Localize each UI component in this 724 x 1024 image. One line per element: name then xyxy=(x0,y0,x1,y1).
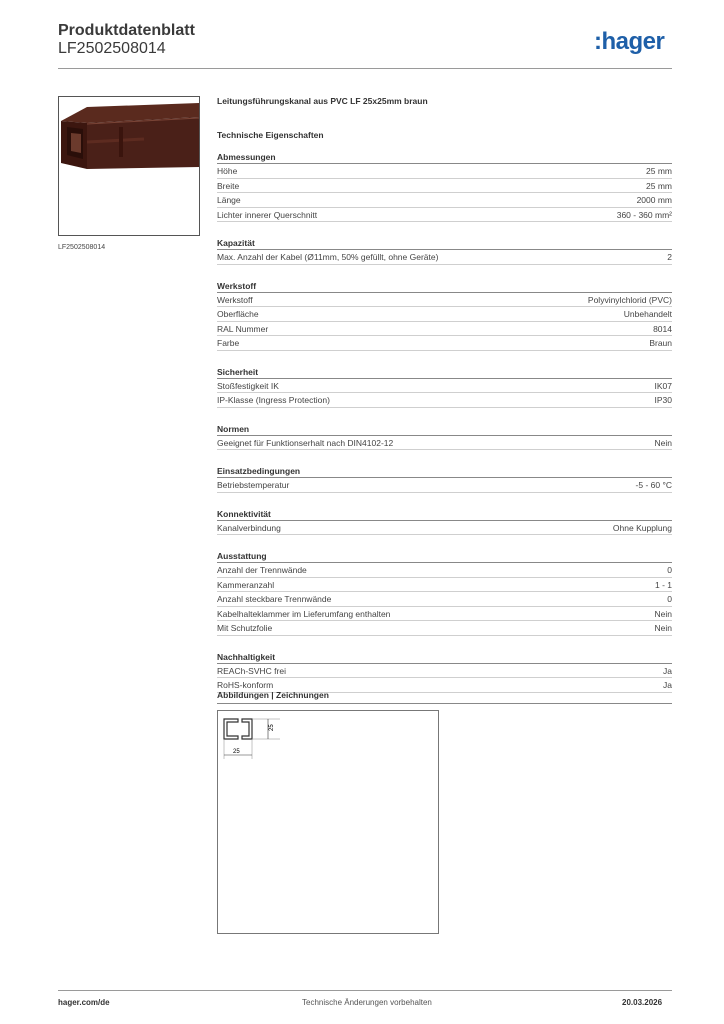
property-value: 25 mm xyxy=(646,180,672,191)
page-title: Produktdatenblatt xyxy=(58,22,195,39)
property-row xyxy=(217,179,672,194)
properties-section xyxy=(217,652,672,693)
property-label: Anzahl der Trennwände xyxy=(217,565,307,575)
property-row xyxy=(217,164,672,179)
property-value: 2 xyxy=(667,252,672,262)
properties-section xyxy=(217,152,672,222)
property-value: 8014 xyxy=(653,323,672,334)
section-title: Kapazität xyxy=(217,238,672,250)
property-value: 2000 mm xyxy=(636,195,672,205)
header-divider xyxy=(58,68,672,69)
property-label: Werkstoff xyxy=(217,294,253,305)
section-title: Sicherheit xyxy=(217,367,672,379)
properties-column xyxy=(217,96,672,693)
properties-section xyxy=(217,367,672,408)
property-value: Nein xyxy=(654,437,672,448)
property-row xyxy=(217,592,672,607)
section-title: Ausstattung xyxy=(217,551,672,563)
property-label: Mit Schutzfolie xyxy=(217,623,273,633)
property-value: 25 mm xyxy=(646,166,672,176)
property-value: 1 - 1 xyxy=(654,579,672,590)
property-value: 0 xyxy=(667,594,672,604)
property-value: Ja xyxy=(663,665,672,676)
property-row xyxy=(217,393,672,408)
technical-drawing xyxy=(217,710,439,934)
property-label: IP-Klasse (Ingress Protection) xyxy=(217,395,330,405)
footer-website-link[interactable]: hager.com/de xyxy=(58,998,110,1007)
property-value: Polyvinylchlorid (PVC) xyxy=(587,294,672,305)
property-value: Braun xyxy=(649,338,672,348)
property-value: Unbehandelt xyxy=(623,309,672,319)
properties-section xyxy=(217,509,672,536)
properties-section xyxy=(217,466,672,493)
section-title: Normen xyxy=(217,424,672,436)
property-label: Max. Anzahl der Kabel (Ø11mm, 50% gefüllt, ohne Geräte) xyxy=(217,252,439,262)
property-value: Nein xyxy=(654,608,672,619)
drawing-height-label: 25 xyxy=(269,724,275,731)
section-title: Einsatzbedingungen xyxy=(217,466,672,478)
property-label: Oberfläche xyxy=(217,309,259,319)
properties-section xyxy=(217,238,672,265)
property-row xyxy=(217,563,672,578)
properties-section xyxy=(217,281,672,351)
hager-logo: :hager xyxy=(594,28,665,55)
section-title: Werkstoff xyxy=(217,281,672,293)
section-title: Nachhaltigkeit xyxy=(217,652,672,664)
property-label: Breite xyxy=(217,180,240,191)
section-title: Konnektivität xyxy=(217,509,672,521)
footer-date: 20.03.2026 xyxy=(622,998,663,1007)
image-caption: LF2502508014 xyxy=(58,244,106,251)
property-row xyxy=(217,607,672,622)
product-number: LF2502508014 xyxy=(58,40,166,57)
product-description: Leitungsführungskanal aus PVC LF 25x25mm braun xyxy=(217,96,428,106)
property-label: Geeignet für Funktionserhalt nach DIN4102-12 xyxy=(217,437,394,448)
property-label: RoHS-konform xyxy=(217,680,274,690)
property-value: -5 - 60 °C xyxy=(635,480,672,490)
footer-divider xyxy=(58,990,672,991)
property-label: RAL Nummer xyxy=(217,323,269,334)
property-row xyxy=(217,379,672,394)
property-row xyxy=(217,521,672,536)
section-title: Abmessungen xyxy=(217,152,672,164)
property-row xyxy=(217,322,672,337)
property-value: Nein xyxy=(654,623,672,633)
drawings-heading: Abbildungen | Zeichnungen xyxy=(217,690,329,700)
property-label: Anzahl steckbare Trennwände xyxy=(217,594,332,604)
property-row xyxy=(217,193,672,208)
property-row xyxy=(217,208,672,223)
property-row xyxy=(217,664,672,679)
property-label: Kanalverbindung xyxy=(217,522,281,533)
property-row xyxy=(217,250,672,265)
properties-section xyxy=(217,424,672,451)
property-label: Höhe xyxy=(217,166,238,176)
property-label: Betriebstemperatur xyxy=(217,480,290,490)
property-label: Farbe xyxy=(217,338,240,348)
property-value: Ja xyxy=(663,680,672,690)
property-label: REACh-SVHC frei xyxy=(217,665,286,676)
tech-properties-heading: Technische Eigenschaften xyxy=(217,130,324,140)
property-value: 0 xyxy=(667,565,672,575)
property-row xyxy=(217,336,672,351)
drawing-width-label: 25 xyxy=(233,749,240,755)
property-label: Lichter innerer Querschnitt xyxy=(217,209,318,220)
property-row xyxy=(217,478,672,493)
property-row xyxy=(217,436,672,451)
properties-section xyxy=(217,551,672,636)
property-row xyxy=(217,621,672,636)
property-row xyxy=(217,293,672,308)
property-value: 360 - 360 mm² xyxy=(616,209,672,220)
property-row xyxy=(217,578,672,593)
property-row xyxy=(217,307,672,322)
product-image xyxy=(58,96,200,236)
property-value: IK07 xyxy=(654,380,672,391)
drawings-divider xyxy=(217,703,672,704)
property-label: Stoßfestigkeit IK xyxy=(217,380,279,391)
property-value: Ohne Kupplung xyxy=(612,522,672,533)
properties-sections xyxy=(217,152,672,693)
property-label: Kabelhalteklammer im Lieferumfang enthalten xyxy=(217,608,391,619)
footer-disclaimer: Technische Änderungen vorbehalten xyxy=(302,998,432,1007)
property-label: Länge xyxy=(217,195,241,205)
property-label: Kammeranzahl xyxy=(217,579,275,590)
property-value: IP30 xyxy=(654,395,672,405)
